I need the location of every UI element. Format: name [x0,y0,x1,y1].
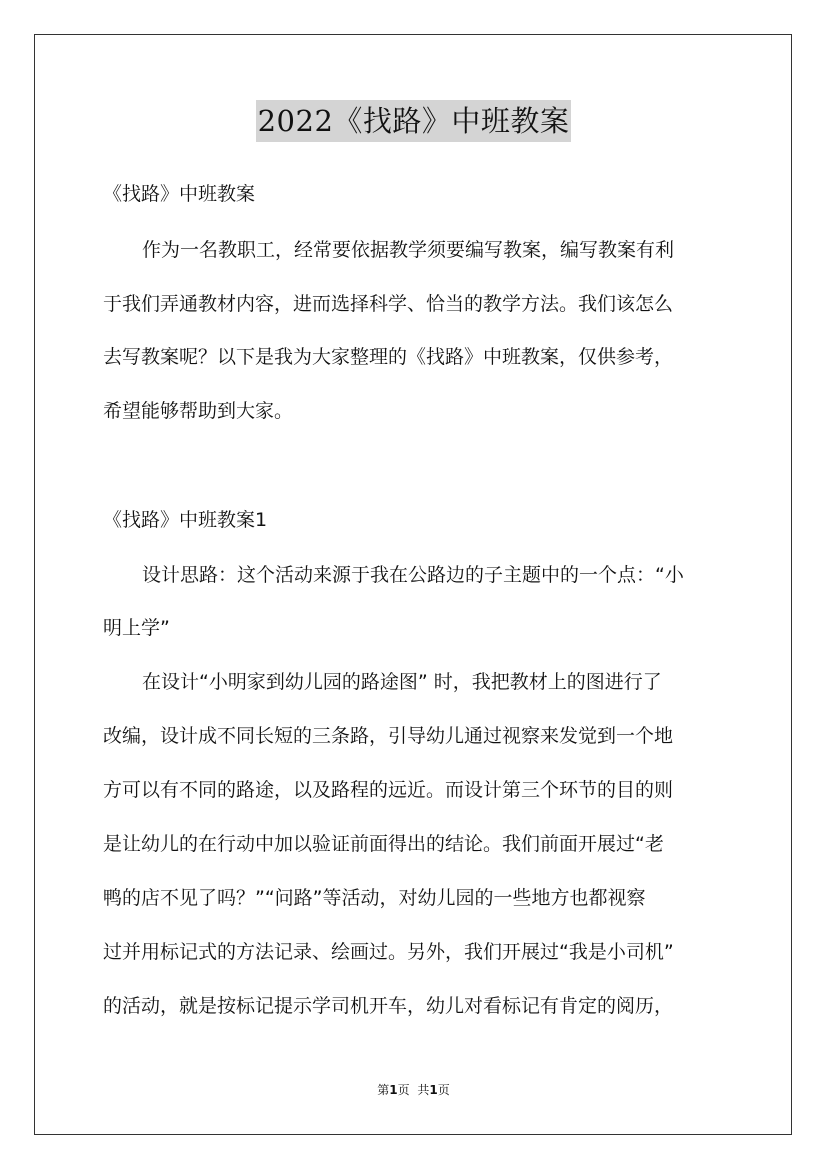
title-container [0,100,827,142]
footer-total-prefix: 共 [417,1083,430,1097]
footer-page-suffix: 页 [397,1083,410,1097]
body-line-2: 改编，设计成不同长短的三条路，引导幼儿通过视察来发觉到一个地 [103,725,674,747]
footer-page-prefix: 第 [377,1083,390,1097]
footer-total-suffix: 页 [437,1083,450,1097]
body-line-7: 的活动，就是按标记提示学司机开车，幼儿对看标记有肯定的阅历， [103,995,674,1017]
body-line-4: 是让幼儿的在行动中加以验证前面得出的结论。我们前面开展过“老 [103,833,664,855]
intro-line-2: 于我们弄通教材内容，进而选择科学、恰当的教学方法。我们该怎么 [103,293,674,315]
design-line-1: 设计思路：这个活动来源于我在公路边的子主题中的一个点：“小 [142,564,684,586]
body-line-6: 过并用标记式的方法记录、绘画过。另外，我们开展过“我是小司机” [103,941,674,963]
intro-line-3: 去写教案呢？以下是我为大家整理的《找路》中班教案，仅供参考， [103,346,674,368]
document-subtitle: 《找路》中班教案 [103,183,256,205]
page-footer [0,1082,827,1098]
footer-total-number: 1 [429,1083,438,1097]
section-heading: 《找路》中班教案1 [103,509,268,531]
intro-line-4: 希望能够帮助到大家。 [103,400,294,422]
footer-page-number: 1 [389,1083,398,1097]
design-line-2: 明上学” [103,617,170,639]
body-line-5: 鸭的店不见了吗？”“问路”等活动，对幼儿园的一些地方也都视察 [103,887,646,909]
document-title: 2022《找路》中班教案 [256,100,572,142]
body-line-1: 在设计“小明家到幼儿园的路途图” 时，我把教材上的图进行了 [142,671,662,693]
body-line-3: 方可以有不同的路途，以及路程的远近。而设计第三个环节的目的则 [103,779,674,801]
intro-line-1: 作为一名教职工，经常要依据教学须要编写教案，编写教案有利 [142,239,675,261]
